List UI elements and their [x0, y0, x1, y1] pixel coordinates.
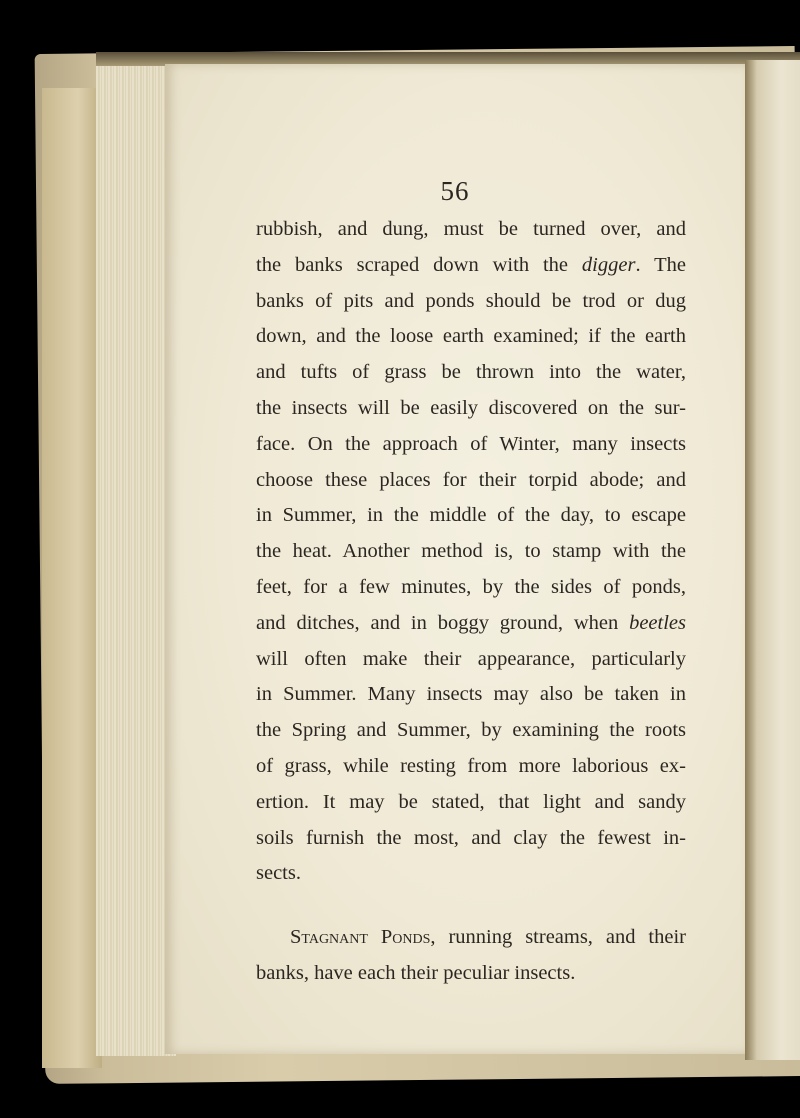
smallcaps-text: Stagnant Ponds [290, 926, 431, 949]
facing-page-edge [745, 60, 800, 1060]
text-segment: sects. [256, 862, 301, 885]
text-segment: in Summer, in the middle of the day, to escape [256, 504, 686, 527]
text-line [256, 498, 686, 534]
text-line [256, 534, 686, 570]
italic-text: beetles [629, 611, 686, 634]
text-segment: feet, for a few minutes, by the sides of ponds, [256, 575, 686, 598]
text-segment: ertion. It may be stated, that light and sandy [256, 790, 686, 813]
text-segment: rubbish, and dung, must be turned over, and [256, 218, 686, 240]
text-line [256, 821, 686, 857]
text-line [256, 920, 686, 956]
text-line [256, 391, 686, 427]
text-segment: and tufts of grass be thrown into the water, [256, 361, 686, 384]
page-number: 56 [440, 176, 470, 206]
text-line [256, 749, 686, 785]
text-segment: the banks scraped down with the [256, 253, 582, 276]
text-segment: will often make their appearance, particularly [256, 647, 686, 670]
text-line [256, 427, 686, 463]
text-line [256, 212, 686, 248]
printed-page [165, 64, 745, 1054]
text-line [256, 677, 686, 713]
text-line [256, 463, 686, 499]
text-line [256, 713, 686, 749]
text-line [256, 248, 686, 284]
text-line [256, 642, 686, 678]
page-edges [96, 66, 176, 1056]
paragraph-2 [256, 920, 686, 992]
text-segment: soils furnish the most, and clay the fewest in- [256, 826, 686, 849]
text-segment: down, and the loose earth examined; if the earth [256, 325, 686, 348]
text-line [256, 319, 686, 355]
text-segment: banks of pits and ponds should be trod or dug [256, 289, 686, 312]
text-segment: the insects will be easily discovered on the sur- [256, 396, 686, 419]
text-segment: banks, have each their peculiar insects. [256, 961, 576, 984]
paragraph-gap [256, 892, 686, 920]
text-segment: , running streams, and their [430, 926, 686, 949]
text-segment: the Spring and Summer, by examining the roots [256, 719, 686, 742]
paragraph-1 [256, 212, 686, 892]
italic-text: digger [581, 253, 636, 276]
text-line [256, 355, 686, 391]
text-line [256, 606, 686, 642]
body-text [256, 212, 686, 992]
text-segment: face. On the approach of Winter, many insects [256, 432, 686, 455]
text-line [256, 956, 686, 992]
text-line [256, 284, 686, 320]
text-segment: in Summer. Many insects may also be taken in [256, 683, 686, 706]
text-line [256, 785, 686, 821]
text-segment: . The [635, 253, 686, 276]
text-segment: choose these places for their torpid abode; and [256, 468, 686, 491]
text-segment: the heat. Another method is, to stamp with the [256, 540, 686, 563]
text-segment: and ditches, and in boggy ground, when [256, 611, 630, 634]
text-segment: of grass, while resting from more laborious ex- [256, 754, 686, 777]
text-line [256, 570, 686, 606]
text-line [256, 856, 686, 892]
book-spine-board [42, 88, 102, 1068]
